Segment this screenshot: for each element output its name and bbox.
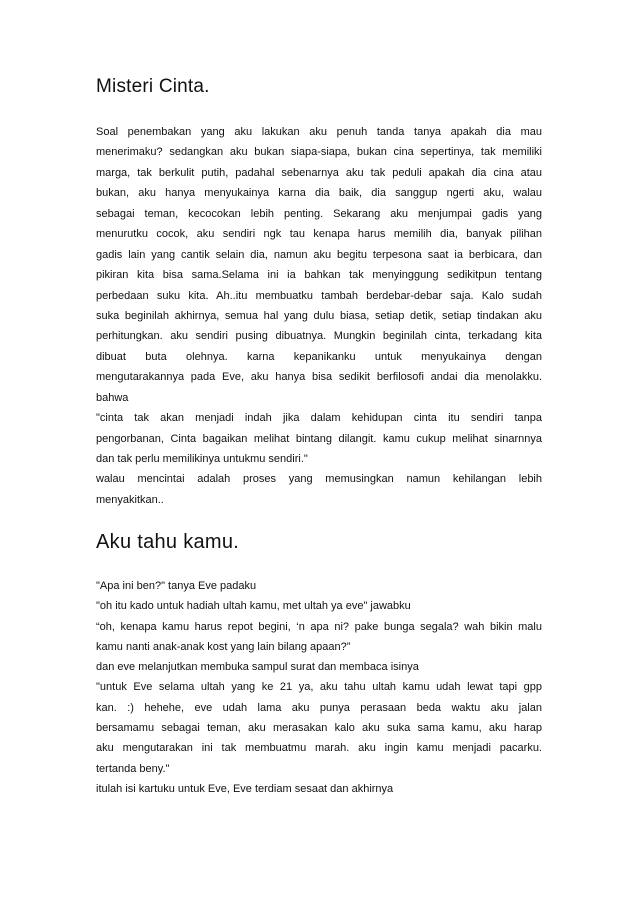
paragraph-line: kamu nanti anak-anak kost yang lain bilang apaan?” [96, 640, 351, 653]
paragraph-line: mengutarakannya pada Eve, aku hanya bisa sedikit berfilosofi andai dia menolakku. [96, 371, 542, 384]
paragraph-line: bersamamu sebagai teman, aku merasakan kalo aku suka sama kamu, aku harap [96, 722, 542, 735]
paragraph-line: dan tak perlu memilikinya untukmu sendiri." [96, 453, 308, 465]
paragraph-line: perhitungkan. aku sendiri pusing dibuatnya. Mungkin beginilah cinta, terkadang kita [96, 330, 542, 343]
paragraph-line: aku mengutarakan ini tak membuatmu marah. aku ingin kamu menjadi pacarku. [96, 742, 542, 755]
paragraph-line: bahwa [96, 391, 129, 404]
paragraph-line: pikiran kita bisa sama.Selama ini ia bahkan tak menyinggung sedikitpun tentang [96, 269, 542, 282]
paragraph-line: gadis lain yang cantik selain dia, namun aku begitu terpesona saat ia berbicara, dan [96, 248, 542, 261]
section-body-misteri-cinta [96, 122, 542, 510]
paragraph-line: "oh itu kado untuk hadiah ultah kamu, met ultah ya eve" jawabku [96, 600, 411, 613]
paragraph-line: pengorbanan, Cinta bagaikan melihat bintang dilangit. kamu cukup melihat sinarnnya [96, 432, 542, 445]
section-body-aku-tahu-kamu [96, 576, 542, 799]
section-title-aku-tahu-kamu: Aku tahu kamu. [96, 531, 240, 553]
paragraph-line: walau mencintai adalah proses yang memusingkan namun kehilangan lebih [96, 473, 542, 486]
paragraph-line: dan eve melanjutkan membuka sampul surat dan membaca isinya [96, 661, 419, 674]
paragraph-line: tertanda beny." [96, 762, 170, 775]
paragraph-line: "cinta tak akan menjadi indah jika dalam kehidupan cinta itu sendiri tanpa [96, 412, 542, 425]
paragraph-line: bukan, aku hanya menyukainya karna dia baik, dia sanggup ngerti aku, walau [96, 187, 542, 200]
paragraph-line: menerimaku? sedangkan aku bukan siapa-siapa, bukan cina sepertinya, tak memiliki [96, 146, 542, 159]
paragraph-line: itulah isi kartuku untuk Eve, Eve terdiam sesaat dan akhirnya [96, 782, 394, 795]
paragraph-line: dibuat buta olehnya. karna kepanikanku untuk menyukainya dengan [96, 350, 542, 363]
paragraph-line: marga, tak berkulit putih, padahal sebenarnya aku tak peduli apakah dia cina atau [96, 166, 542, 179]
paragraph-line: menyakitkan.. [96, 493, 164, 506]
paragraph-line: menurutku cocok, aku sendiri ngk tau kenapa harus memilih dia, banyak pilihan [96, 228, 542, 241]
paragraph-line: "Apa ini ben?" tanya Eve padaku [96, 580, 257, 592]
paragraph-line: sebagai teman, kecocokan lebih penting. Sekarang aku menjumpai gadis yang [96, 207, 542, 220]
paragraph-line: Soal penembakan yang aku lakukan aku penuh tanda tanya apakah dia mau [96, 126, 542, 138]
paragraph-line: kan. :) hehehe, eve udah lama aku punya perasaan beda waktu aku jalan [96, 701, 542, 714]
paragraph-line: “oh, kenapa kamu harus repot begini, ‘n apa ni? pake bunga segala? wah bikin malu [96, 620, 542, 633]
section-title-misteri-cinta: Misteri Cinta. [96, 76, 210, 97]
paragraph-line: "untuk Eve selama ultah yang ke 21 ya, aku tahu ultah kamu udah lewat tapi gpp [96, 681, 542, 694]
paragraph-line: suka beginilah akhirnya, semua hal yang dulu biasa, setiap detik, setiap tindakan aku [96, 309, 542, 322]
paragraph-line: perbedaan suku kita. Ah..itu membuatku tambah berdebar-debar saja. Kalo sudah [96, 289, 542, 302]
